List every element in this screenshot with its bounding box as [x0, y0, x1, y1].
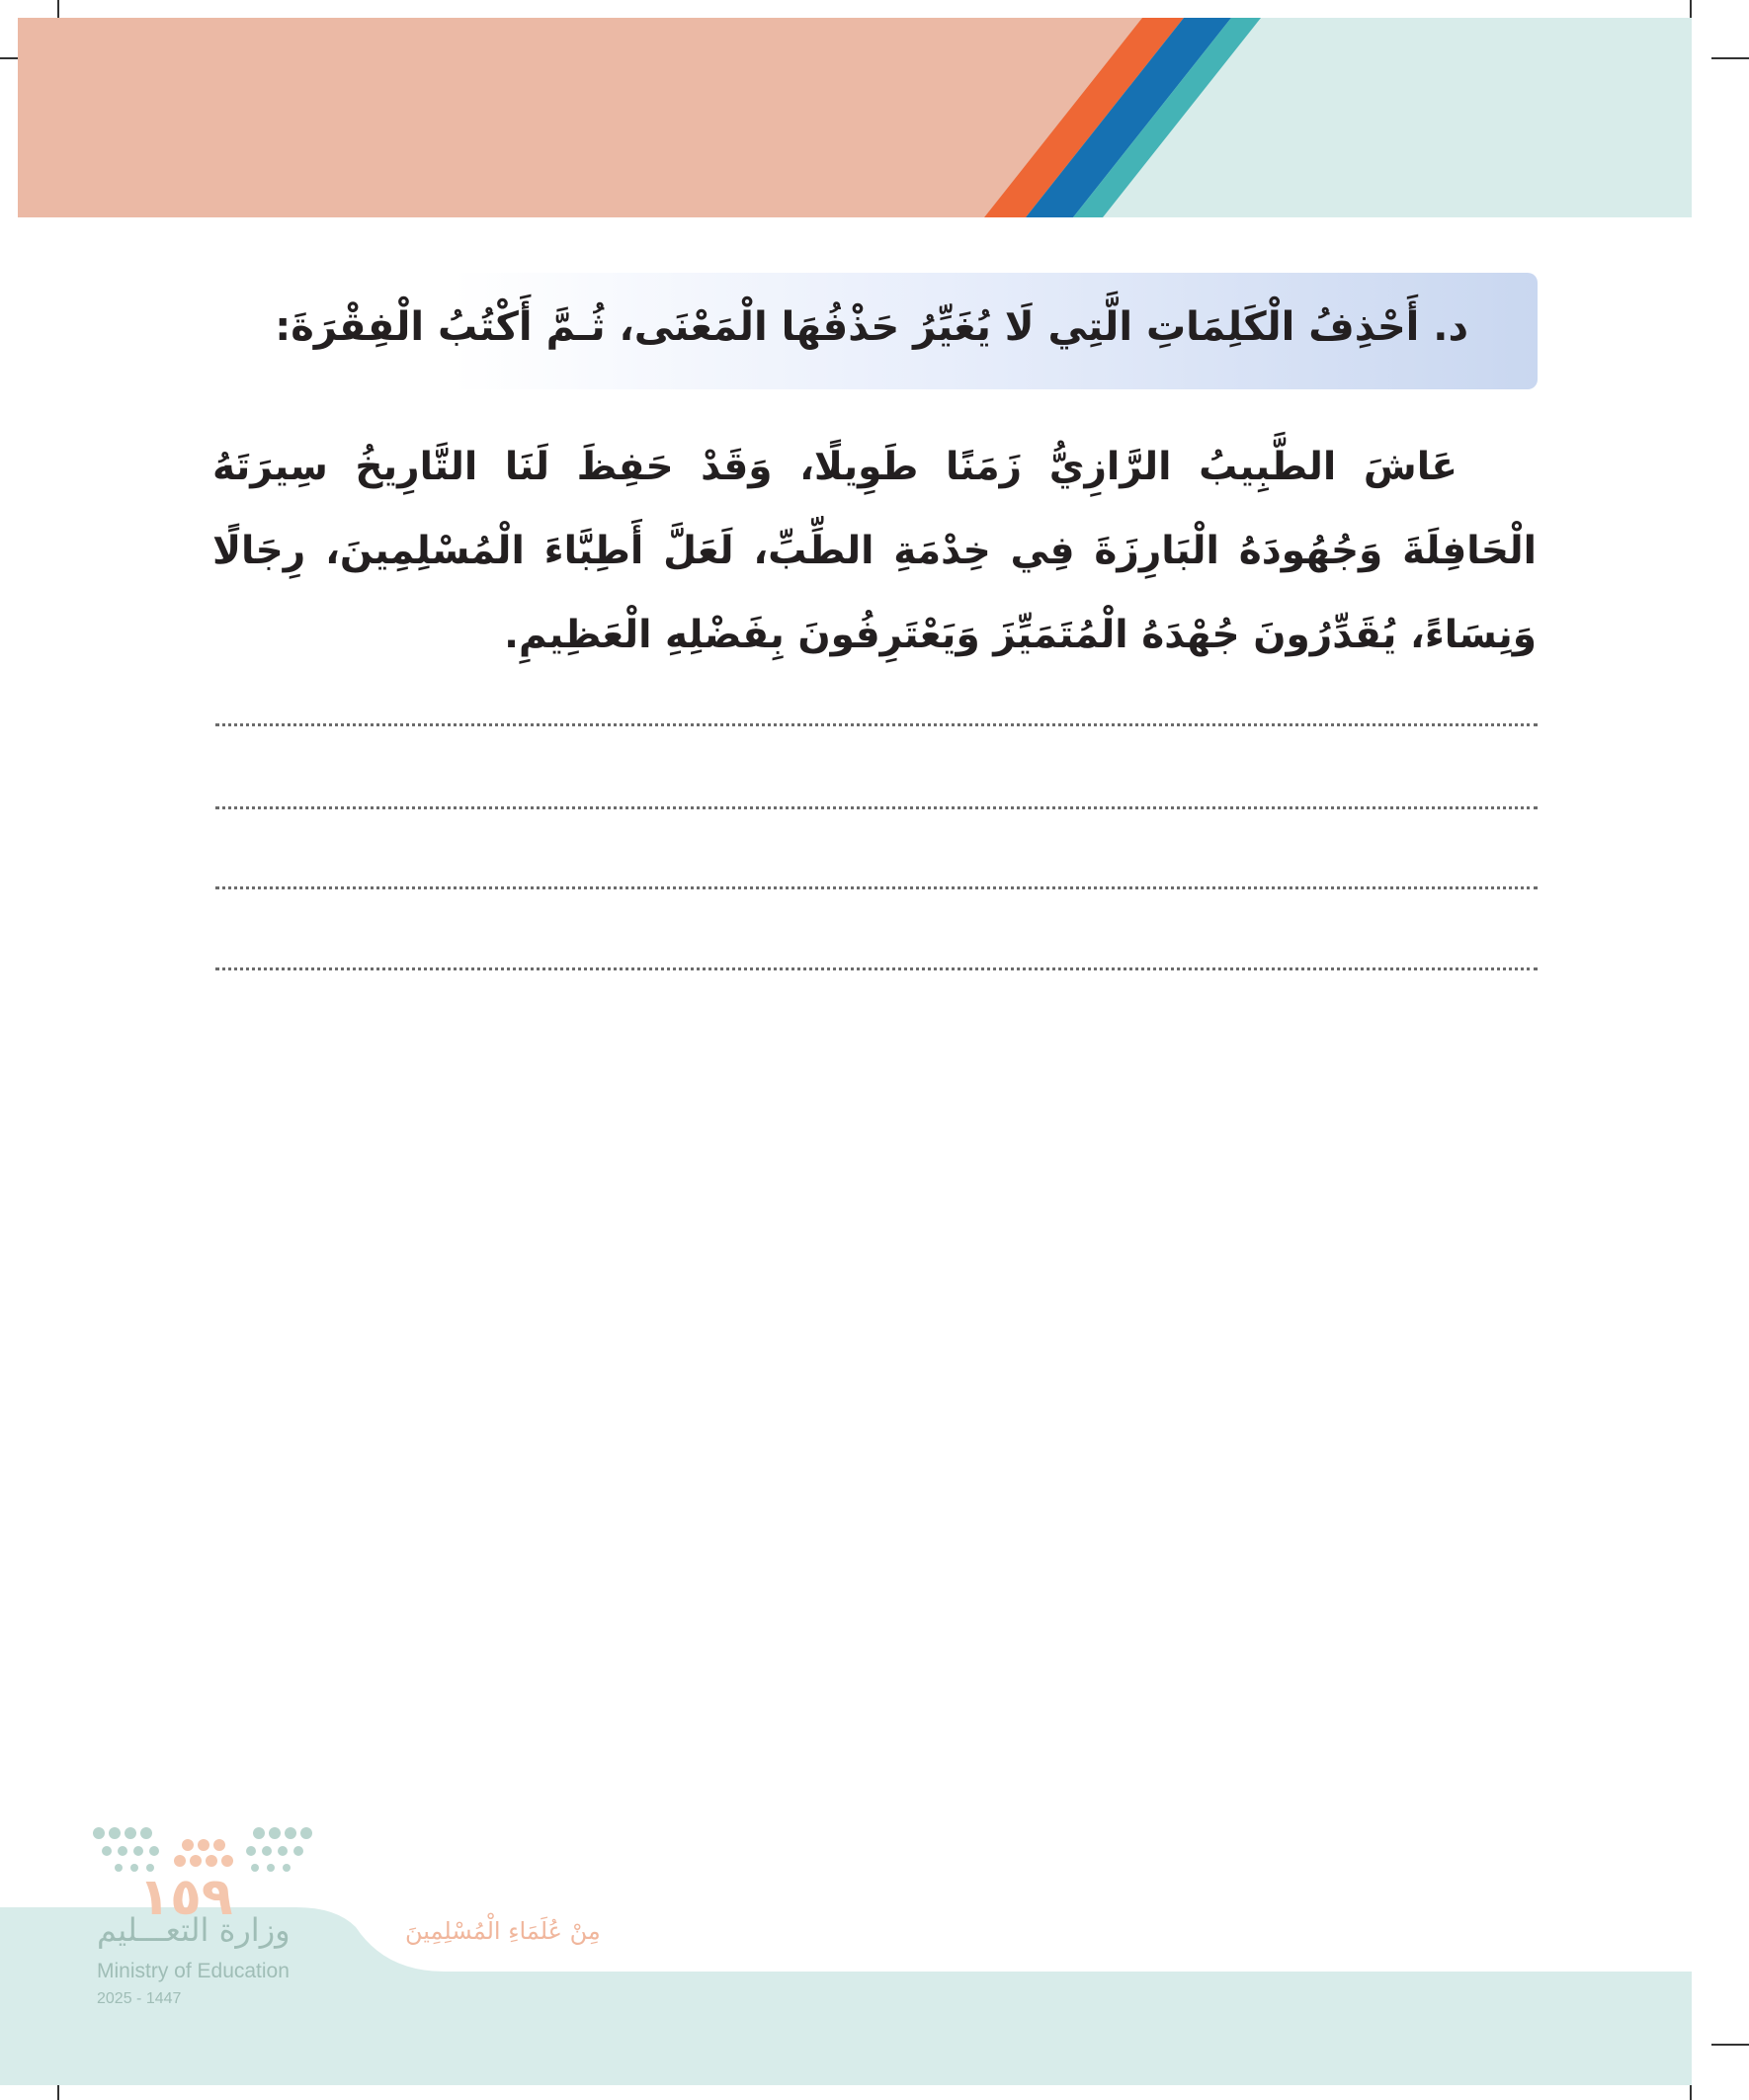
crop-mark [1711, 57, 1749, 59]
answer-line-1[interactable] [215, 723, 1538, 726]
answer-line-3[interactable] [215, 886, 1538, 889]
header-banner [18, 18, 1692, 217]
ministry-name-arabic: وزارة التعـــليم [97, 1911, 291, 1949]
book-title: مِنْ عُلَمَاءِ الْمُسْلِمِينَ [405, 1917, 601, 1945]
ministry-name-english: Ministry of Education [97, 1960, 290, 1982]
page-number: ١٥٩ [138, 1868, 233, 1927]
academic-year: 2025 - 1447 [97, 1990, 182, 2007]
answer-line-4[interactable] [215, 967, 1538, 970]
instruction-box [275, 273, 1538, 389]
exercise-paragraph: عَاشَ الطَّبِيبُ الرَّازِيُّ زَمَنًا طَوِيلًا، وَقَدْ حَفِظَ لَنَا التَّارِيخُ سِيرَتَهُ الْحَافِلَةَ وَجُهُودَهُ الْبَارِزَةَ فِي خِدْمَةِ الطِّبِّ، لَعَلَّ أَطِبَّاءَ الْمُسْلِمِينَ، رِجَالًا وَنِسَاءً، يُقَدِّرُونَ جُهْدَهُ الْمُتَمَيِّزَ وَيَعْتَرِفُونَ بِفَضْلِهِ الْعَظِيمِ. [212, 445, 1537, 657]
answer-line-2[interactable] [215, 806, 1538, 809]
instruction-text: د. أَحْذِفُ الْكَلِمَاتِ الَّتِي لَا يُغَيِّرُ حَذْفُهَا الْمَعْنَى، ثُـمَّ أَكْتُبُ الْفِقْرَةَ: [275, 304, 1468, 350]
